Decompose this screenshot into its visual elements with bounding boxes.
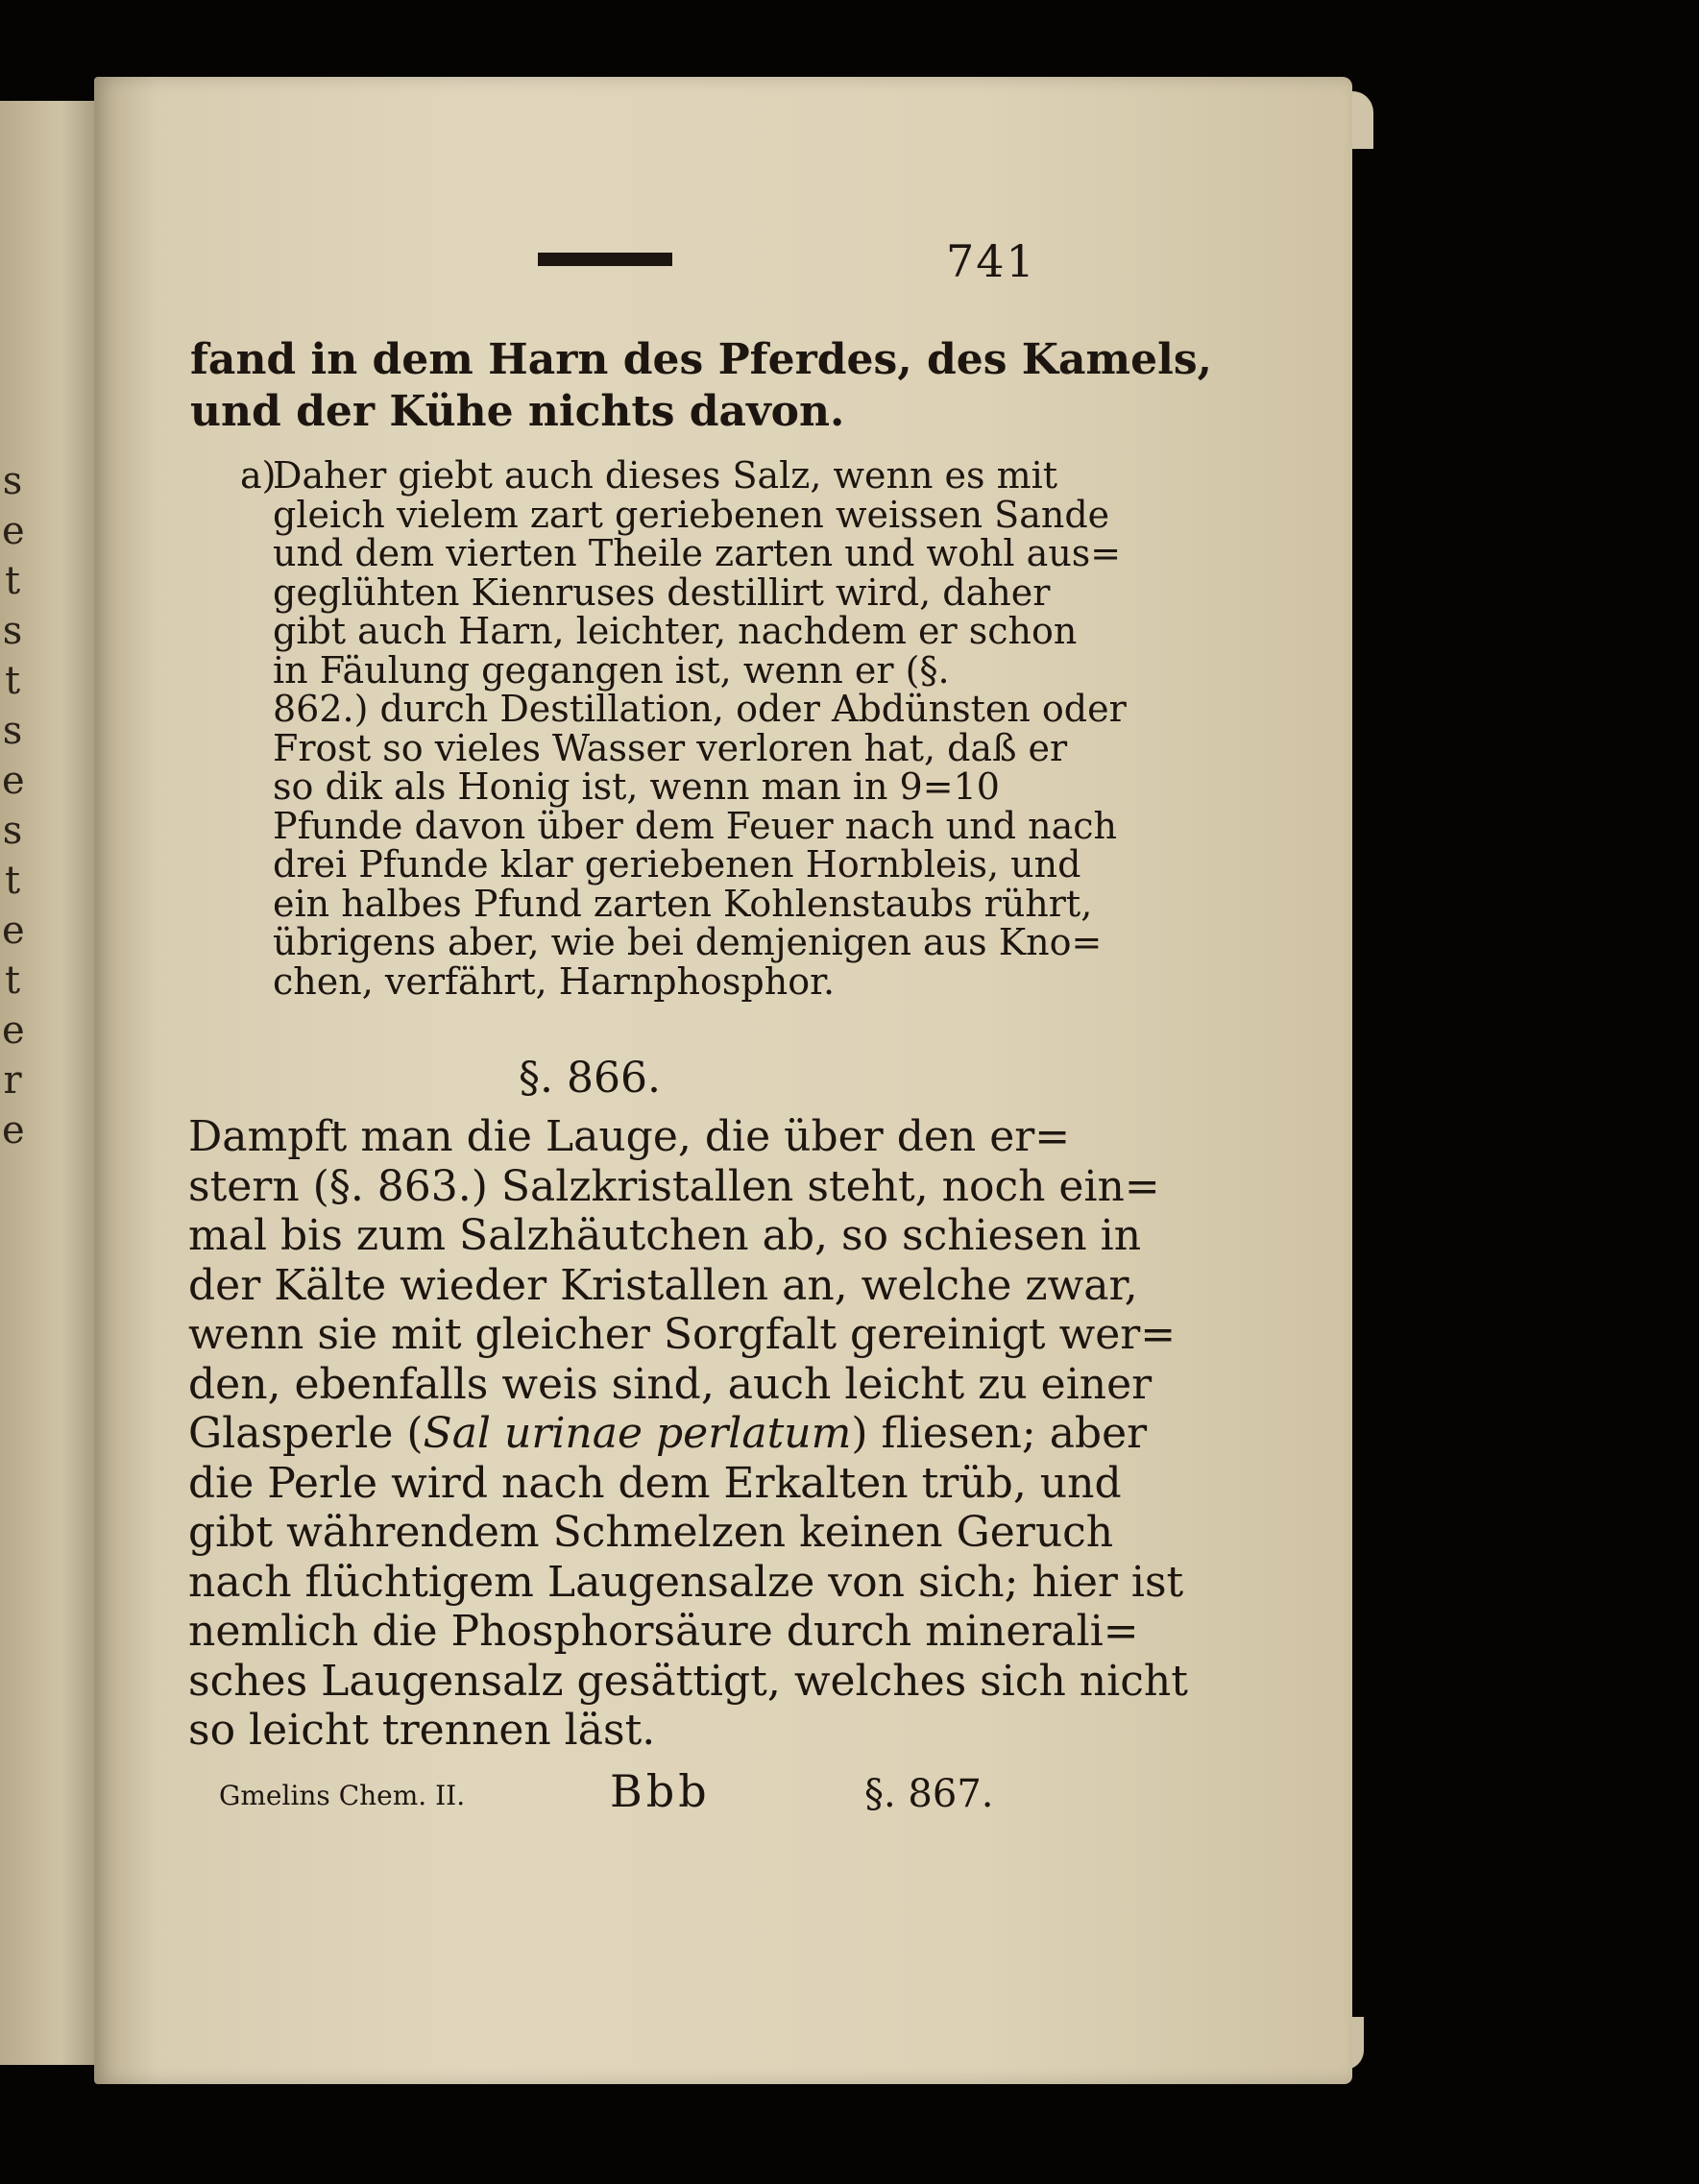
margin-mark: s — [2, 709, 23, 753]
margin-mark: s — [2, 459, 23, 503]
text-line: gleich vielem zart geriebenen weissen Sande — [273, 493, 1110, 536]
text-line: fand in dem Harn des Pferdes, des Kamels, — [190, 335, 1212, 384]
section-heading: §. 866. — [519, 1054, 661, 1103]
running-title: Gmelins Chem. II. — [219, 1780, 466, 1811]
text-line: Pfunde davon über dem Feuer nach und nach — [273, 804, 1117, 847]
text-span: ) fliesen; aber — [851, 1409, 1148, 1458]
text-line: so leicht trennen läst. — [188, 1706, 656, 1755]
text-line: geglühten Kienruses destillirt wird, daher — [273, 570, 1051, 614]
text-line: mal bis zum Salzhäutchen ab, so schiesen in — [188, 1211, 1142, 1260]
left-page-edge — [0, 101, 101, 2065]
margin-mark: s — [2, 809, 23, 853]
text-line: Frost so vieles Wasser verloren hat, daß er — [273, 726, 1068, 769]
text-line: chen, verfährt, Harnphosphor. — [273, 959, 836, 1003]
text-line: sches Laugensalz gesättigt, welches sich nicht — [188, 1656, 1188, 1706]
latin-term: Sal urinae perlatum — [423, 1409, 852, 1458]
text-line: wenn sie mit gleicher Sorgfalt gereinigt wer= — [188, 1310, 1177, 1359]
text-line: drei Pfunde klar geriebenen Hornbleis, und — [273, 843, 1081, 886]
text-line: gibt auch Harn, leichter, nachdem er schon — [273, 610, 1078, 652]
text-line — [188, 1409, 1188, 1459]
margin-mark: e — [2, 1108, 25, 1153]
footnote-body — [273, 456, 1127, 1001]
text-line: nach flüchtigem Laugensalze von sich; hier ist — [188, 1557, 1184, 1607]
signature-mark: Bbb — [610, 1765, 711, 1817]
text-span: Glasperle ( — [188, 1409, 424, 1458]
text-line: und dem vierten Theile zarten und wohl aus= — [273, 532, 1122, 574]
margin-mark: e — [2, 1008, 25, 1053]
text-line: übrigens aber, wie bei demjenigen aus Kno= — [273, 921, 1103, 963]
margin-mark: r — [3, 1058, 22, 1103]
left-margin-marks — [2, 456, 23, 1155]
text-line: Daher giebt auch dieses Salz, wenn es mit — [273, 454, 1058, 497]
text-line: ein halbes Pfund zarten Kohlenstaubs rührt, — [273, 882, 1093, 925]
catchword: §. 867. — [864, 1772, 994, 1816]
text-line: und der Kühe nichts davon. — [190, 387, 845, 436]
intro-text — [190, 334, 1212, 438]
text-line: stern (§. 863.) Salzkristallen steht, noch ein= — [188, 1161, 1160, 1211]
text-line: 862.) durch Destillation, oder Abdünsten oder — [273, 688, 1127, 730]
margin-mark: t — [4, 659, 21, 703]
footnote-label: a) — [240, 454, 277, 497]
text-line: so dik als Honig ist, wenn man in 9=10 — [273, 765, 1000, 808]
margin-mark: e — [2, 509, 25, 553]
text-line: die Perle wird nach dem Erkalten trüb, und — [188, 1458, 1122, 1508]
text-line: in Fäulung gegangen ist, wenn er (§. — [273, 648, 950, 692]
text-line: den, ebenfalls weis sind, auch leicht zu einer — [188, 1359, 1153, 1409]
margin-mark: e — [2, 759, 25, 803]
margin-mark: t — [4, 959, 21, 1003]
page-number: 741 — [946, 235, 1036, 287]
text-line: gibt währendem Schmelzen keinen Geruch — [188, 1508, 1114, 1557]
text-line: nemlich die Phosphorsäure durch minerali= — [188, 1607, 1139, 1656]
text-line: der Kälte wieder Kristallen an, welche zwar, — [188, 1260, 1138, 1310]
margin-mark: t — [4, 859, 21, 903]
section-paragraph — [188, 1112, 1188, 1756]
margin-mark: t — [4, 559, 21, 603]
margin-mark: e — [2, 909, 25, 953]
header-rule — [538, 253, 672, 266]
margin-mark: s — [2, 609, 23, 653]
text-line: Dampft man die Lauge, die über den er= — [188, 1112, 1071, 1161]
